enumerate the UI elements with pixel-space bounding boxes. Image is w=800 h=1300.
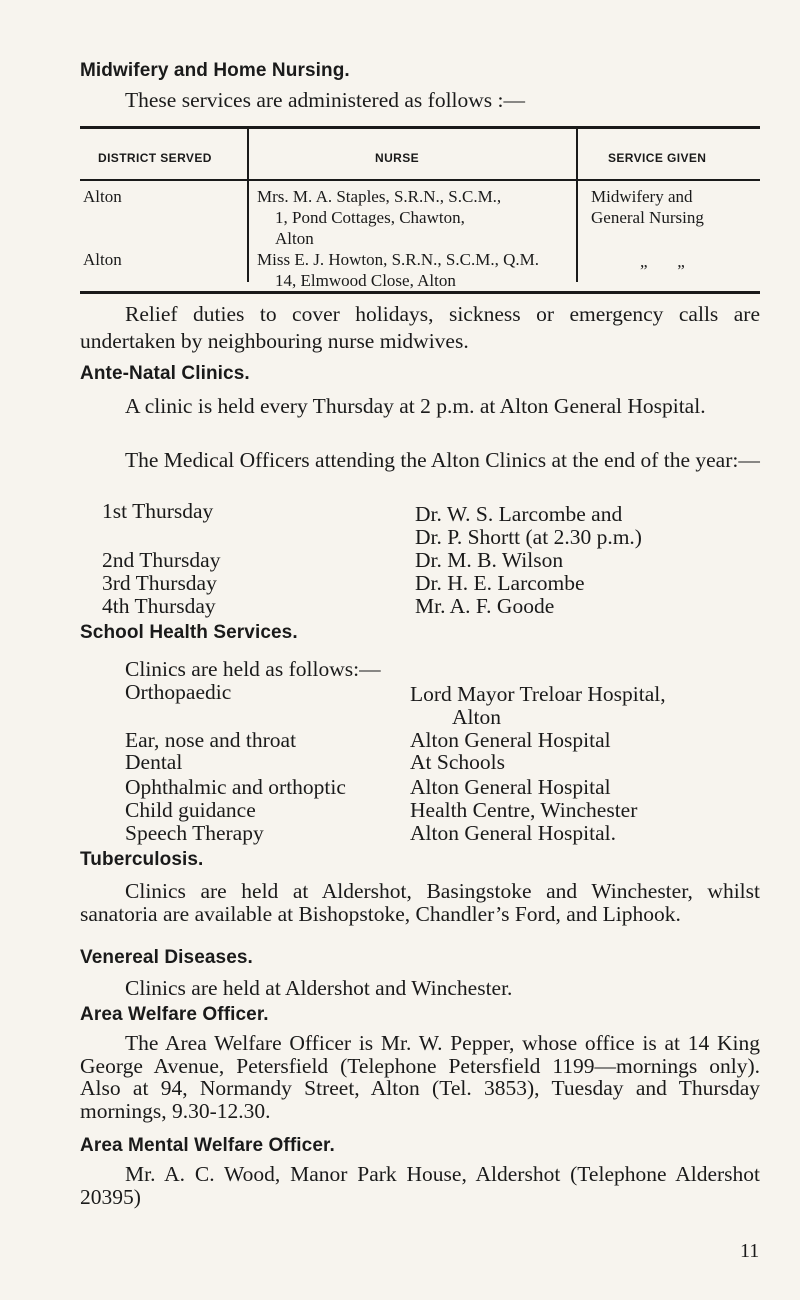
schedule-officer: Dr. H. E. Larcombe — [415, 571, 585, 595]
antenatal-heading: Ante-Natal Clinics. — [80, 363, 250, 384]
schedule-officer: Dr. P. Shortt (at 2.30 p.m.) — [415, 525, 642, 549]
venereal-paragraph: Clinics are held at Aldershot and Winchester. — [125, 976, 513, 1000]
schedule-day: 3rd Thursday — [102, 571, 217, 595]
midwifery-heading: Midwifery and Home Nursing. — [80, 60, 350, 81]
tuberculosis-heading: Tuberculosis. — [80, 849, 204, 870]
clinic-name: Child guidance — [125, 798, 256, 822]
relief-paragraph: Relief duties to cover holidays, sickness or emergency calls are undertaken by neighbouring nurse midwives. — [80, 302, 760, 353]
page-number: 11 — [740, 1240, 760, 1262]
table-cell-nurse: Mrs. M. A. Staples, S.R.N., S.C.M., — [257, 187, 502, 206]
welfare-heading: Area Welfare Officer. — [80, 1004, 269, 1025]
schedule-day: 1st Thursday — [102, 499, 214, 523]
tuberculosis-paragraph: Clinics are held at Aldershot, Basingstoke and Winchester, whilst sanatoria are available at Bishopstoke, Chandler’s Ford, and Liphook. — [80, 879, 760, 926]
clinic-name: Ear, nose and throat — [125, 728, 297, 752]
table-bottom-rule — [80, 291, 760, 294]
clinic-place: At Schools — [410, 750, 505, 774]
mental-heading: Area Mental Welfare Officer. — [80, 1135, 335, 1156]
venereal-heading: Venereal Diseases. — [80, 947, 253, 968]
table-header-nurse: NURSE — [375, 151, 420, 165]
schedule-officer: Dr. W. S. Larcombe and — [415, 502, 623, 526]
schedule-day: 4th Thursday — [102, 594, 216, 618]
table-cell-district: Alton — [83, 187, 122, 206]
clinic-place: Lord Mayor Treloar Hospital, — [410, 682, 666, 706]
table-col-divider — [576, 128, 578, 282]
clinic-place: Alton General Hospital — [410, 728, 611, 752]
table-cell-nurse: Miss E. J. Howton, S.R.N., S.C.M., Q.M. — [257, 250, 539, 269]
table-top-rule — [80, 126, 760, 129]
clinic-name: Orthopaedic — [125, 680, 232, 704]
clinic-name: Speech Therapy — [125, 821, 264, 845]
school-heading: School Health Services. — [80, 622, 298, 643]
schedule-officer: Dr. M. B. Wilson — [415, 548, 564, 572]
midwifery-intro: These services are administered as follows :— — [125, 88, 526, 112]
table-cell-nurse: 1, Pond Cottages, Chawton, — [275, 208, 465, 227]
clinic-place: Alton — [452, 705, 501, 729]
school-intro: Clinics are held as follows:— — [125, 657, 381, 681]
antenatal-paragraph: A clinic is held every Thursday at 2 p.m. at Alton General Hospital. — [125, 394, 706, 418]
table-header-rule — [80, 179, 760, 181]
mental-paragraph: Mr. A. C. Wood, Manor Park House, Aldershot (Telephone Aldershot 20395) — [80, 1162, 760, 1209]
table-header-district: DISTRICT SERVED — [98, 151, 212, 165]
table-cell-nurse: 14, Elmwood Close, Alton — [275, 271, 456, 290]
schedule-day: 2nd Thursday — [102, 548, 221, 572]
table-cell-district: Alton — [83, 250, 122, 269]
clinic-name: Ophthalmic and orthoptic — [125, 775, 346, 799]
antenatal-paragraph: The Medical Officers attending the Alton Clinics at the end of the year:— — [125, 448, 760, 472]
table-cell-nurse: Alton — [275, 229, 314, 248]
welfare-paragraph: The Area Welfare Officer is Mr. W. Pepper, whose office is at 14 King George Avenue, Petersfield (Telephone Petersfield 1199—mornings only). Also at 94, Normandy Street, Alton (Tel. 3853), Tuesday and Thursday mornings, 9.30-12.30. — [80, 1031, 760, 1123]
table-col-divider — [247, 128, 249, 282]
clinic-place: Alton General Hospital — [410, 775, 611, 799]
schedule-officer: Mr. A. F. Goode — [415, 594, 555, 618]
table-cell-service: „ „ — [640, 252, 685, 271]
table-cell-service: Midwifery and — [591, 187, 693, 206]
clinic-place: Alton General Hospital. — [410, 821, 616, 845]
table-cell-service: General Nursing — [591, 208, 704, 227]
clinic-place: Health Centre, Winchester — [410, 798, 638, 822]
clinic-name: Dental — [125, 750, 183, 774]
table-header-service: SERVICE GIVEN — [608, 151, 707, 165]
